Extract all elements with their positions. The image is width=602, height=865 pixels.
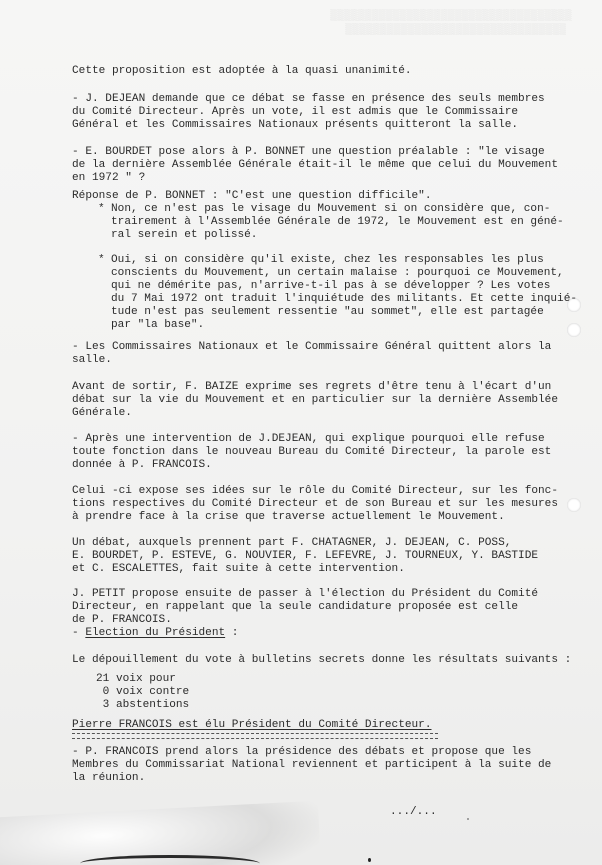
paragraph-presidence-line: - P. FRANCOIS prend alors la présidence des débats et propose que les xyxy=(72,746,532,758)
paragraph-petit-line: Directeur, en rappelant que la seule candidature proposée est celle xyxy=(72,601,519,613)
bullet-2-line: tude n'est pas seulement ressentie "au sommet", elle est partagée xyxy=(111,306,544,318)
paragraph-debate-line: et C. ESCALETTES, fait suite à cette intervention. xyxy=(72,563,405,575)
paragraph-intervention-line: toute fonction dans le nouveau Bureau du Comité Directeur, la parole est xyxy=(72,446,552,458)
paragraph-dejean-line: du Comité Directeur. Après un vote, il est admis que le Commissaire xyxy=(72,106,519,118)
paragraph-bourdet-line: - E. BOURDET pose alors à P. BONNET une question préalable : "le visage xyxy=(72,146,545,158)
double-underline-rule xyxy=(72,733,438,739)
paragraph-depouillement: Le dépouillement du vote à bulletins secrets donne les résultats suivants : xyxy=(72,654,572,666)
bleed-through-texture: ▒▒▒▒▒▒▒▒▒▒▒▒▒▒▒▒▒▒▒▒▒▒▒▒▒▒▒▒▒▒▒▒▒▒▒ xyxy=(330,10,572,22)
paragraph-francois-ideas-line: tions respectives du Comité Directeur et de son Bureau et sur les mesures xyxy=(72,498,558,510)
paragraph-intervention-line: donnée à P. FRANCOIS. xyxy=(72,459,212,471)
paragraph-petit-line: de P. FRANCOIS. xyxy=(72,614,172,626)
paragraph-dejean-line: - J. DEJEAN demande que ce débat se fasse en présence des seuls membres xyxy=(72,93,545,105)
paragraph-bourdet-line: en 1972 " ? xyxy=(72,172,146,184)
bullet-1-line: ral serein et polissé. xyxy=(111,229,258,241)
bullet-2-line: Oui, si on considère qu'il existe, chez les responsables les plus xyxy=(111,254,544,266)
paragraph-presidence-line: Membres du Commissariat National reviennent et participent à la suite de xyxy=(72,759,552,771)
paragraph-baize-line: Générale. xyxy=(72,407,132,419)
continued-marker: .../... xyxy=(390,806,437,818)
paragraph-commissaires-line: - Les Commissaires Nationaux et le Commissaire Général quittent alors la xyxy=(72,341,552,353)
bullet-2-line: du 7 Mai 1972 ont traduit l'inquiétude des militants. Et cette inquié- xyxy=(111,293,578,305)
heading-dash: - xyxy=(72,627,86,639)
bullet-1-line: Non, ce n'est pas le visage du Mouvement si on considère que, con- xyxy=(111,203,551,215)
paragraph-commissaires-line: salle. xyxy=(72,354,112,366)
paragraph-adoption: Cette proposition est adoptée à la quasi unanimité. xyxy=(72,65,412,77)
response-intro: Réponse de P. BONNET : "C'est une question difficile". xyxy=(72,190,432,202)
ink-speck xyxy=(467,818,469,820)
bleed-through-texture: ▒▒▒▒▒▒▒▒▒▒▒▒▒▒▒▒▒▒▒▒▒▒▒▒▒▒▒▒▒▒▒▒ xyxy=(345,24,566,36)
punch-hole xyxy=(567,498,581,512)
heading-colon: : xyxy=(225,627,239,639)
paragraph-debate-line: E. BOURDET, P. ESTEVE, G. NOUVIER, F. LEFEVRE, J. TOURNEUX, Y. BASTIDE xyxy=(72,550,539,562)
typed-text xyxy=(72,0,578,865)
bullet-marker: * xyxy=(98,203,105,215)
vote-result-against: 0 voix contre xyxy=(96,686,190,698)
vote-result-for: 21 voix pour xyxy=(96,673,176,685)
paragraph-francois-ideas-line: à prendre face à la crise que traverse actuellement le Mouvement. xyxy=(72,511,505,523)
page-fold-edge xyxy=(80,855,260,865)
paragraph-baize-line: Avant de sortir, F. BAIZE exprime ses regrets d'être tenu à l'écart d'un xyxy=(72,381,552,393)
paragraph-francois-ideas-line: Celui -ci expose ses idées sur le rôle du Comité Directeur, sur les fonc- xyxy=(72,485,558,497)
paragraph-debate-line: Un débat, auxquels prennent part F. CHATAGNER, J. DEJEAN, C. POSS, xyxy=(72,537,512,549)
paragraph-baize-line: débat sur la vie du Mouvement et en particulier sur la dernière Assemblée xyxy=(72,394,558,406)
paragraph-intervention-line: - Après une intervention de J.DEJEAN, qui explique pourquoi elle refuse xyxy=(72,433,545,445)
heading-election-du-president: Election du Président xyxy=(85,627,226,639)
paragraph-petit-line: J. PETIT propose ensuite de passer à l'élection du Président du Comité xyxy=(72,588,539,600)
paragraph-bourdet-line: de la dernière Assemblée Générale était-il le même que celui du Mouvement xyxy=(72,159,558,171)
punch-hole xyxy=(567,323,581,337)
bullet-2-line: qui ne démérite pas, n'arrive-t-il pas à se développer ? Les votes xyxy=(111,280,551,292)
vote-result-abstentions: 3 abstentions xyxy=(96,699,190,711)
ink-speck xyxy=(368,858,371,862)
paragraph-dejean-line: Général et les Commissaires Nationaux présents quitteront la salle. xyxy=(72,119,519,131)
paragraph-presidence-line: la réunion. xyxy=(72,772,146,784)
bullet-marker: * xyxy=(98,254,105,266)
section-heading xyxy=(72,627,238,640)
bullet-2-line: conscients du Mouvement, un certain malaise : pourquoi ce Mouvement, xyxy=(111,267,564,279)
election-result: Pierre FRANCOIS est élu Président du Comité Directeur. xyxy=(72,719,432,731)
bullet-2-line: par "la base". xyxy=(111,319,205,331)
bullet-1-line: trairement à l'Assemblée Générale de 1972, le Mouvement est en géné- xyxy=(111,216,564,228)
